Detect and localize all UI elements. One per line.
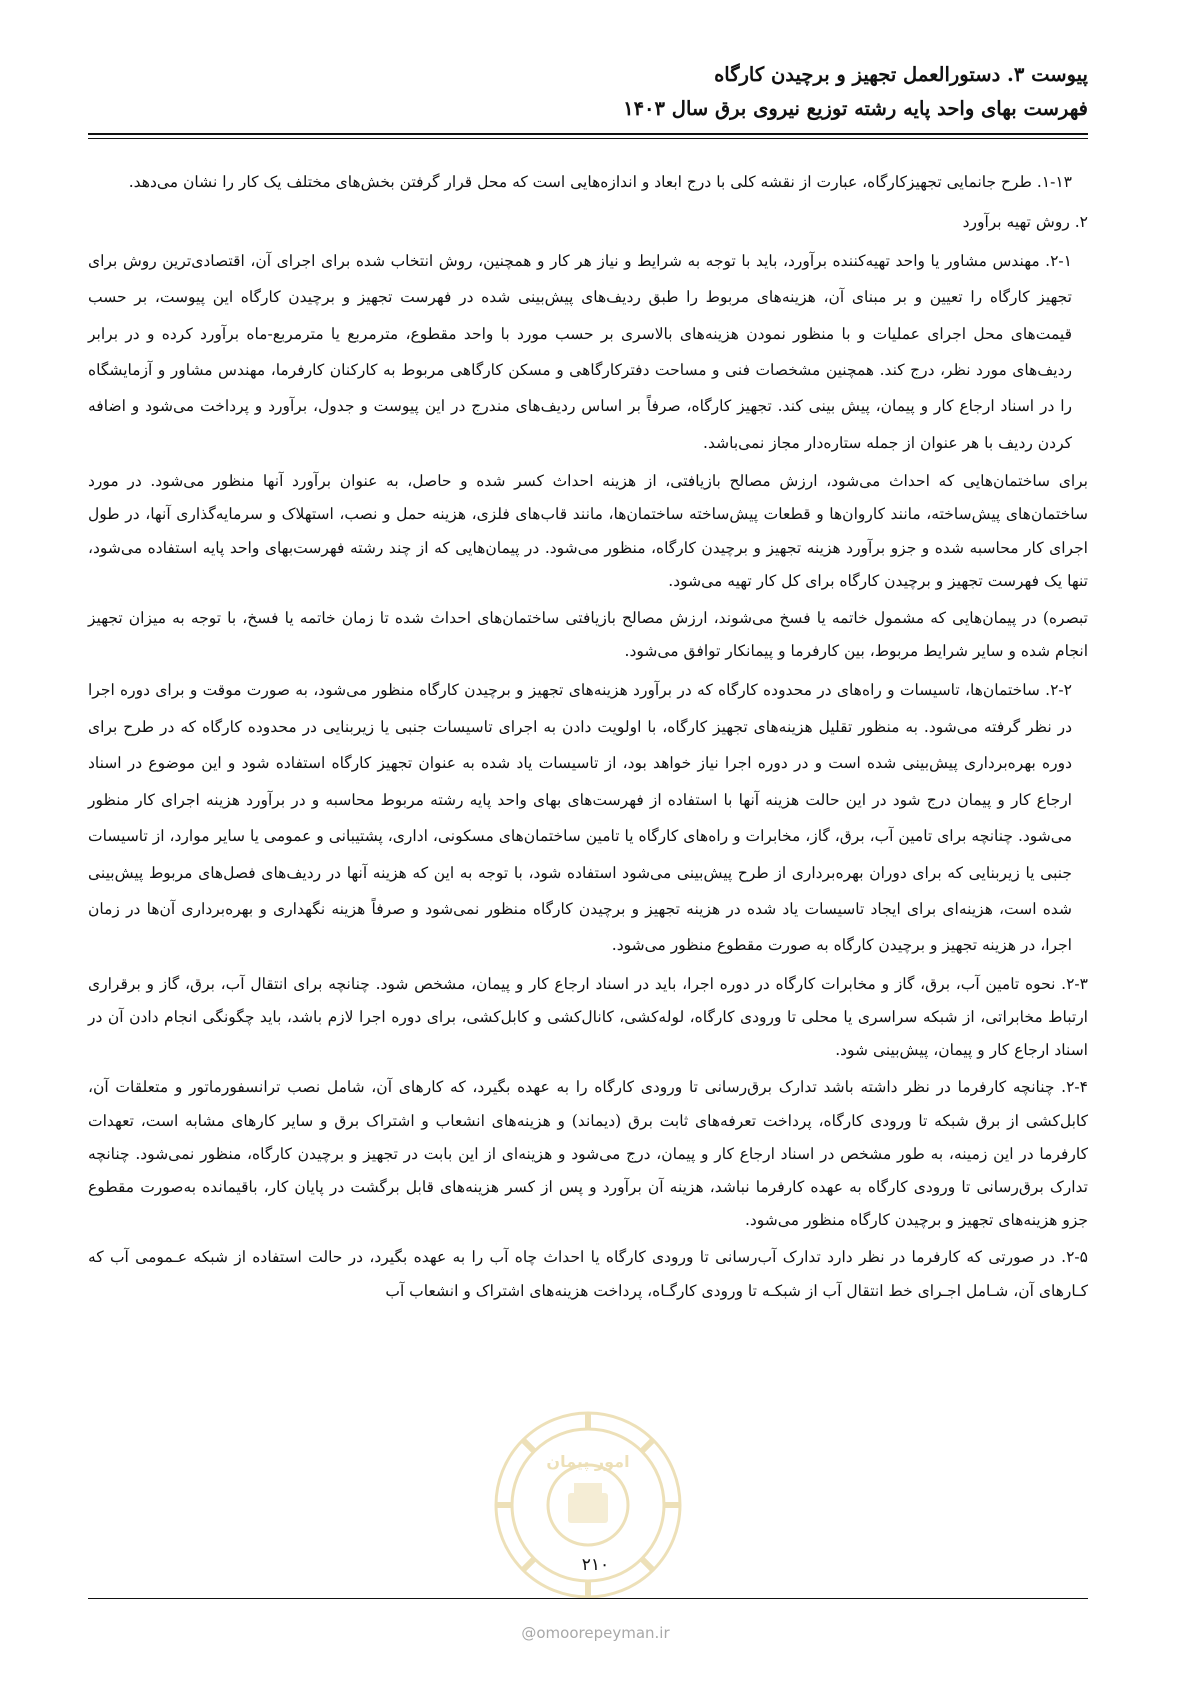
header-title: پیوست ۳. دستورالعمل تجهیز و برچیدن کارگاه: [714, 63, 1088, 86]
paragraph-2-2: ۲-۲. ساختمان‌ها، تاسیسات و راه‌های در محدوده کارگاه که در برآورد هزینه‌های تجهیز و برچیدن کارگاه منظور می‌شود، به صورت موقت و برای دوره اجرا در نظر گرفته می‌شود. به منظور تقلیل هزینه‌های تجهیز کارگاه، با اولویت دادن به اجرای تاسیسات جنبی یا زیربنایی در محدوده کارگاه که در طرح برای دوره بهره‌برداری پیش‌بینی شده است و در دوره اجرا نیاز خواهد بود، از تاسیسات یاد شده به عنوان تجهیز کارگاه استفاده شود و این موضوع در اسناد ارجاع کار و پیمان درج شود در این حالت هزینه آنها با استفاده از فهرست‌های بهای واحد پایه رشته مربوط محاسبه و در برآورد هزینه اجرای کار منظور می‌شود. چنانچه برای تامین آب، برق، گاز، مخابرات و راه‌های کارگاه یا تامین ساختمان‌های مسکونی، اداری، پشتیبانی و عمومی یا سایر موارد، از تاسیسات جنبی یا زیربنایی که برای دوران بهره‌برداری از طرح پیش‌بینی می‌شود استفاده شود، با توجه به این که هزینه آنها در ردیف‌های فصل‌های مربوط پیش‌بینی شده است، هزینه‌ای برای ایجاد تاسیسات یاد شده در هزینه تجهیز و برچیدن کارگاه منظور نمی‌شود و صرفاً هزینه نگهداری و بهره‌برداری آن‌ها در زمان اجرا، در هزینه تجهیز و برچیدن کارگاه به صورت مقطوع منظور می‌شود.: [88, 681, 1072, 955]
paragraph-2-3: ۲-۳. نحوه تامین آب، برق، گاز و مخابرات کارگاه در دوره اجرا، باید در اسناد ارجاع کار و پیمان، مشخص شود. چنانچه برای انتقال آب، برق، گاز و برقراری ارتباط مخابراتی، از شبکه سراسری یا محلی تا ورودی کارگاه، لوله‌کشی، کانال‌کشی و کابل‌کشی، برای دوره اجرا لازم باشد، باید چگونگی انجام دادن آن در اسناد ارجاع کار و پیمان، پیش‌بینی شود.: [88, 974, 1088, 1060]
watermark-seal-logo: [468, 1405, 708, 1605]
header-subtitle: فهرست بهای واحد پایه رشته توزیع نیروی برق سال ۱۴۰۳: [623, 97, 1088, 120]
footer-divider: [88, 1598, 1088, 1599]
document-body: [88, 164, 1088, 1312]
paragraph-2-5: ۲-۵. در صورتی که کارفرما در نظر دارد تدارک آب‌رسانی تا ورودی کارگاه یا احداث چاه آب را به عهده بگیرد، در حالت استفاده از شبکه عـمومی آب که کـارهای آن، شـامل اجـرای خط انتقال آب از شبکـه تا ورودی کارگـاه، پرداخت هزینه‌های اشتراک و انشعاب آب: [88, 1248, 1088, 1300]
paragraph-buildings: برای ساختمان‌هایی که احداث می‌شود، ارزش مصالح بازیافتی، از هزینه احداث کسر شده و حاصل، به عنوان برآورد آنها منظور می‌شود. در مورد ساختمان‌های پیش‌ساخته، مانند کاروان‌ها و قطعات پیش‌ساخته ساختمان‌ها، مانند قاب‌های فلزی، هزینه حمل و نصب، استهلاک و سرمایه‌گذاری آنها، در طول اجرای کار محاسبه شده و جزو برآورد هزینه تجهیز و برچیدن کارگاه، منظور می‌شود. در پیمان‌هایی که از چند رشته فهرست‌بهای واحد پایه استفاده می‌شود، تنها یک فهرست تجهیز و برچیدن کارگاه برای کل کار تهیه می‌شود.: [88, 472, 1088, 590]
paragraph-1-13: ۱-۱۳. طرح جانمایی تجهیزکارگاه، عبارت از نقشه کلی با درج ابعاد و اندازه‌هایی است که محل قرار گرفتن بخش‌های مختلف یک کار را نشان می‌دهد.: [128, 173, 1072, 191]
page-header: [88, 58, 1088, 126]
seal-text: امور پیمان: [546, 1452, 630, 1471]
header-divider: [88, 133, 1088, 135]
page-number: ۲۱۰: [581, 1555, 610, 1575]
section-heading-2: ۲. روش تهیه برآورد: [962, 213, 1088, 232]
header-divider-thin: [88, 138, 1088, 139]
paragraph-note: تبصره) در پیمان‌هایی که مشمول خاتمه یا فسخ می‌شوند، ارزش مصالح بازیافتی ساختمان‌های احداث شده تا زمان خاتمه یا فسخ، با توجه به میزان تجهیز انجام شده و سایر شرایط مربوط، بین کارفرما و پیمانکار توافق می‌شود.: [88, 609, 1088, 661]
watermark-url: @omoorepeyman.ir: [521, 1624, 670, 1642]
paragraph-2-4: ۲-۴. چنانچه کارفرما در نظر داشته باشد تدارک برق‌رسانی تا ورودی کارگاه را به عهده بگیرد، که کارهای آن، شامل نصب ترانسفورماتور و متعلقات آن، کابل‌کشی از برق شبکه تا ورودی کارگاه، پرداخت تعرفه‌های ثابت برق (دیماند) و هزینه‌های انشعاب و اشتراک برق و سایر کارهای مشابه است، تعهدات کارفرما در این زمینه، به طور مشخص در اسناد ارجاع کار و پیمان، درج می‌شود و هزینه‌ای از این بابت در تجهیز و برچیدن کارگاه، منظور نمی‌شود. چنانچه تدارک برق‌رسانی تا ورودی کارگاه به عهده کارفرما نباشد، هزینه آن برآورد و پس از کسر هزینه‌های قابل برگشت در پایان کار، باقیمانده به‌صورت مقطوع جزو هزینه‌های تجهیز و برچیدن کارگاه منظور می‌شود.: [88, 1078, 1088, 1230]
paragraph-2-1: ۲-۱. مهندس مشاور یا واحد تهیه‌کننده برآورد، باید با توجه به شرایط و نیاز هر کار و همچنین، روش انتخاب شده برای اجرای آن، اقتصادی‌ترین روش برای تجهیز کارگاه را تعیین و بر مبنای آن، هزینه‌های مربوط را طبق ردیف‌های پیش‌بینی شده در فهرست تجهیز و برچیدن کارگاه این پیوست، بر حسب قیمت‌های محل اجرای عملیات و با منظور نمودن هزینه‌های بالاسری بر حسب مورد با واحد مقطوع، مترمربع یا مترمربع-ماه برآورد کرده و در برابر ردیف‌های مورد نظر، درج کند. همچنین مشخصات فنی و مساحت دفترکارگاهی و مسکن کارگاهی مربوط به کارکنان کارفرما، مهندس مشاور و آزمایشگاه را در اسناد ارجاع کار و پیمان، پیش بینی کند. تجهیز کارگاه، صرفاً بر اساس ردیف‌های مندرج در این پیوست و جدول، برآورد و پرداخت می‌شود و اضافه کردن ردیف با هر عنوان از جمله ستاره‌دار مجاز نمی‌باشد.: [88, 251, 1072, 452]
